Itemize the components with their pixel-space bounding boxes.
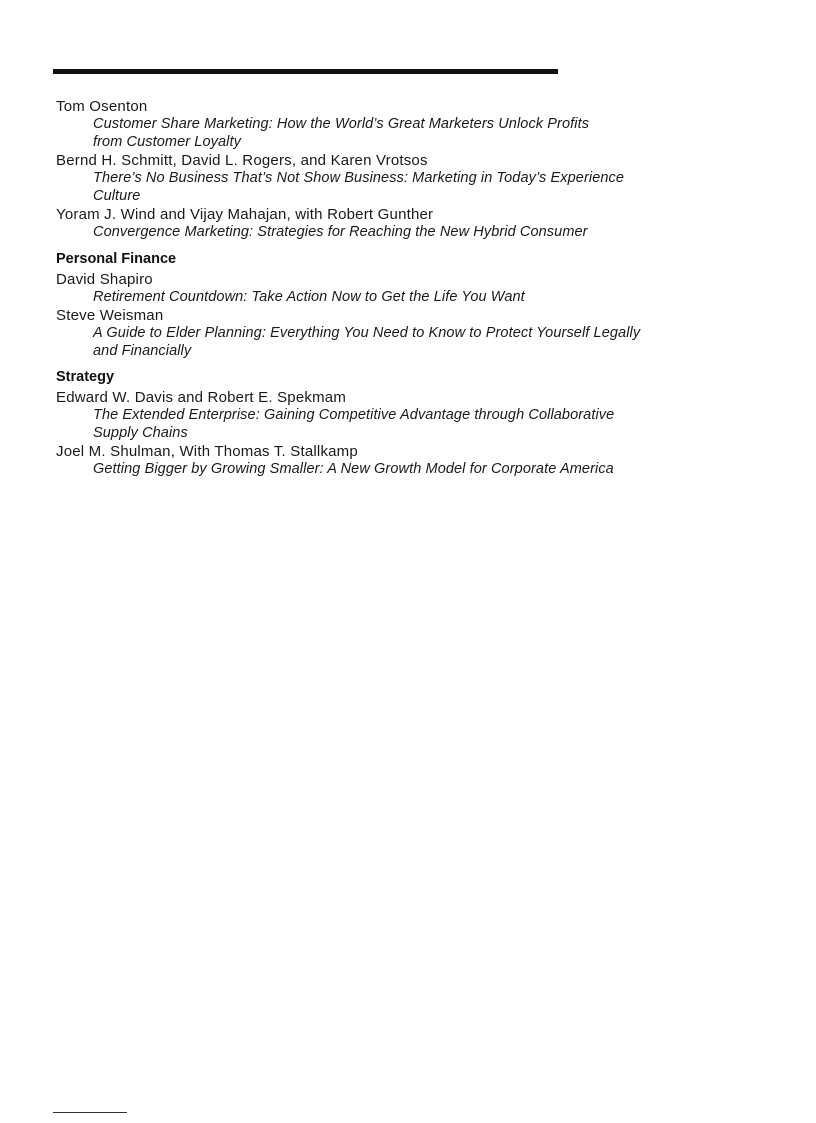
section-strategy <box>56 368 776 479</box>
author: Edward W. Davis and Robert E. Spekmam <box>56 389 347 406</box>
list-item <box>56 389 776 442</box>
book-title-line: A Guide to Elder Planning: Everything You Need to Know to Protect Yourself Legally <box>93 325 641 341</box>
book-title-line: Retirement Countdown: Take Action Now to Get the Life You Want <box>93 288 525 305</box>
list-item <box>56 443 776 479</box>
list-item <box>56 307 776 360</box>
section-personal-finance <box>56 250 776 361</box>
book-title-line: Customer Share Marketing: How the World’s Great Marketers Unlock Profits <box>93 116 590 132</box>
book-title-line: There’s No Business That’s Not Show Business: Marketing in Today’s Experience <box>93 170 625 186</box>
top-rule <box>53 69 558 74</box>
author: Yoram J. Wind and Vijay Mahajan, with Robert Gunther <box>56 206 434 223</box>
list-item <box>56 206 776 242</box>
author: Tom Osenton <box>56 98 148 115</box>
list-item <box>56 98 776 151</box>
book-title-line: The Extended Enterprise: Gaining Competitive Advantage through Collaborative <box>93 407 615 423</box>
section-heading: Strategy <box>56 369 115 385</box>
author: Joel M. Shulman, With Thomas T. Stallkamp <box>56 443 358 460</box>
book-title-line: Convergence Marketing: Strategies for Reaching the New Hybrid Consumer <box>93 224 588 240</box>
book-title-line: Getting Bigger by Growing Smaller: A New Growth Model for Corporate America <box>93 461 614 477</box>
section-heading: Personal Finance <box>56 250 177 267</box>
bottom-rule <box>53 1112 127 1113</box>
book-list <box>56 98 776 480</box>
list-item <box>56 271 776 307</box>
author: Steve Weisman <box>56 307 164 324</box>
author: David Shapiro <box>56 270 153 288</box>
list-item <box>56 152 776 205</box>
section-marketing <box>56 98 776 242</box>
book-title-line: Culture <box>93 187 141 204</box>
book-title-line: Supply Chains <box>93 424 188 441</box>
book-title-line: from Customer Loyalty <box>93 133 241 150</box>
book-title-line: and Financially <box>93 342 192 359</box>
author: Bernd H. Schmitt, David L. Rogers, and Karen Vrotsos <box>56 152 428 169</box>
